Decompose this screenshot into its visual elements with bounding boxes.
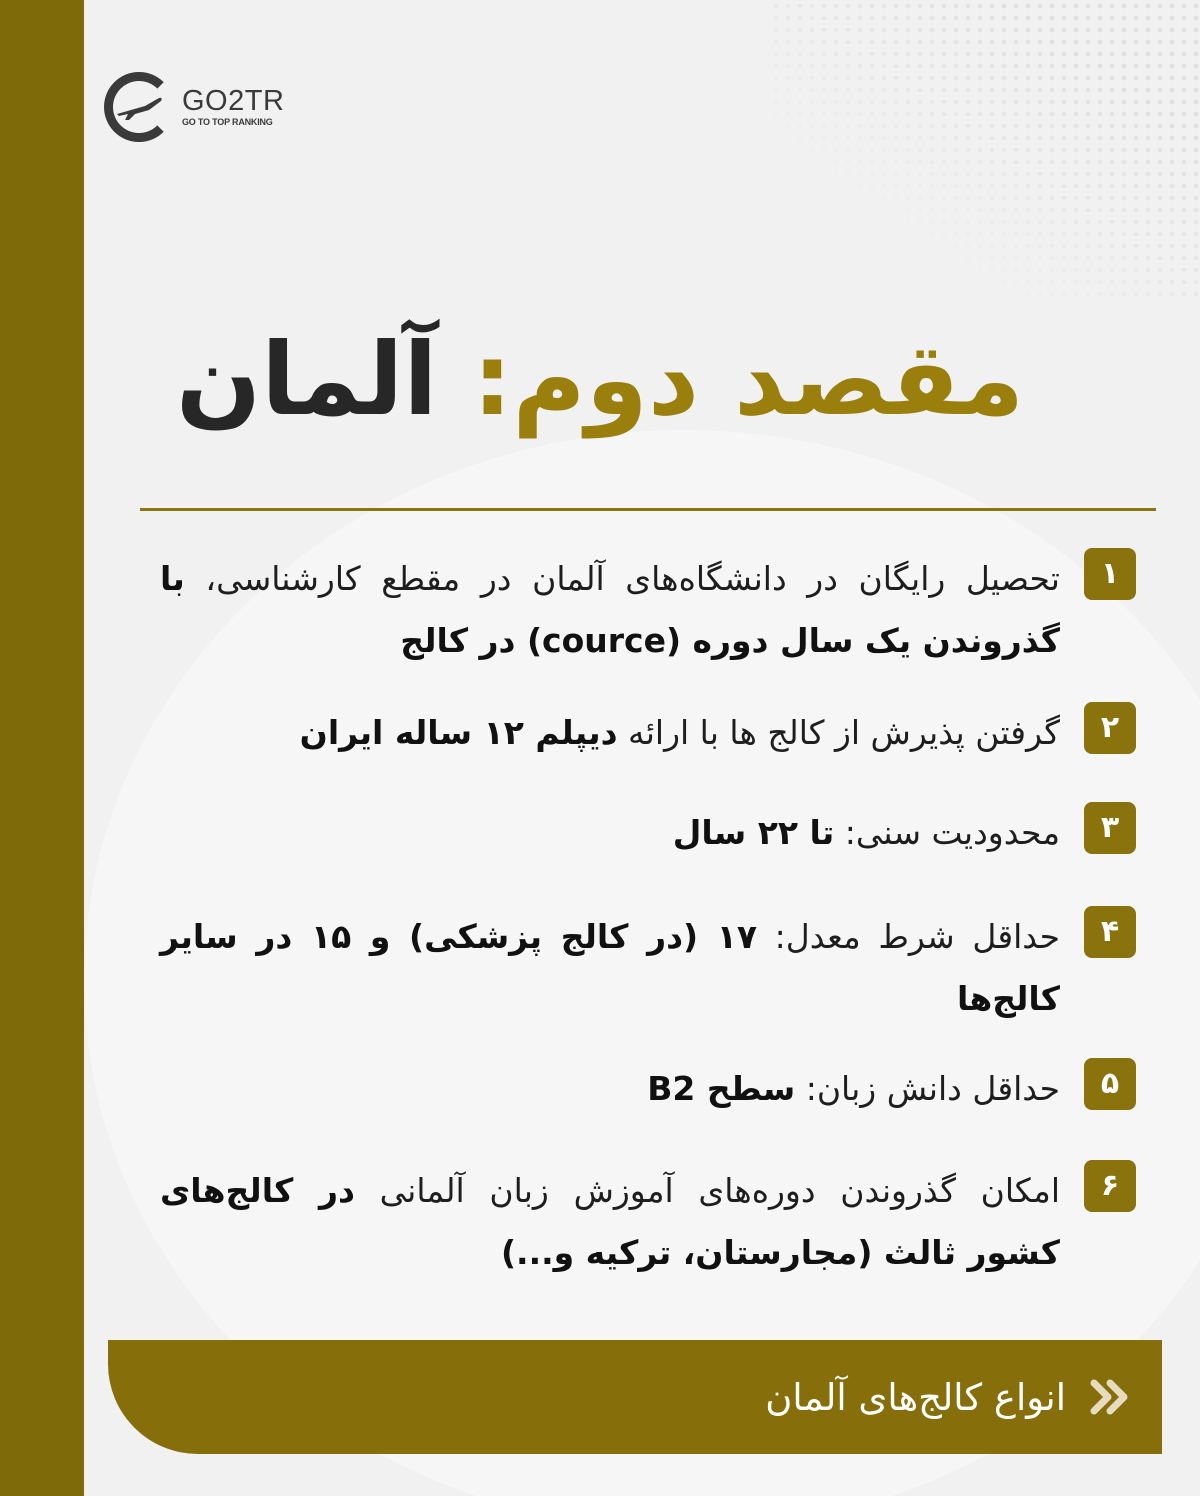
item-text (160, 548, 1060, 672)
item-text-plain: حداقل دانش زبان: (795, 1069, 1060, 1108)
list-item (160, 802, 1136, 864)
title-part2: آلمان (175, 321, 438, 438)
list-item (160, 1058, 1136, 1120)
item-number-badge: ۵ (1084, 1058, 1136, 1110)
brand-tagline: GO TO TOP RANKING (182, 117, 273, 127)
list-item (160, 906, 1136, 1030)
left-accent-bar (0, 0, 84, 1496)
footer-label: انواع کالج‌های آلمان (765, 1375, 1066, 1419)
title-divider (140, 508, 1156, 511)
item-text (160, 702, 1060, 764)
page-title (130, 300, 1070, 460)
german-colleges-link[interactable] (108, 1340, 1162, 1454)
double-chevron-right-icon (1080, 1377, 1136, 1417)
item-text-plain: امکان گذروندن دوره‌های آموزش زبان آلمانی (354, 1171, 1060, 1210)
airplane-logo-icon (104, 72, 174, 142)
item-text (160, 906, 1060, 1030)
item-number-badge: ۶ (1084, 1160, 1136, 1212)
dot-pattern-decoration (770, 0, 1200, 300)
item-text-bold: دیپلم ۱۲ ساله ایران (299, 713, 618, 752)
brand-text (182, 87, 284, 127)
item-text-plain: گرفتن پذیرش از کالج ها با ارائه (617, 713, 1060, 752)
brand-logo[interactable] (104, 70, 284, 144)
item-number-badge: ۴ (1084, 906, 1136, 958)
item-text-plain: محدودیت سنی: (834, 813, 1060, 852)
item-text (160, 1058, 1060, 1120)
item-text-plain: حداقل شرط معدل: (757, 917, 1060, 956)
list-item (160, 548, 1136, 672)
item-text-plain: تحصیل رایگان در دانشگاه‌های آلمان در مقطع کارشناسی، (184, 559, 1060, 598)
brand-name: GO2TR (182, 85, 285, 117)
title-part1: مقصد دوم: (472, 321, 1025, 438)
list-item (160, 702, 1136, 764)
item-text-bold: ۱۷ (در کالج پزشکی) و ۱۵ در سایر کالج‌ها (160, 917, 1060, 1018)
item-text-bold: سطح B2 (647, 1069, 796, 1108)
item-text (160, 802, 1060, 864)
item-text-bold: در کالج‌های کشور ثالث (مجارستان، ترکیه و...) (160, 1171, 1060, 1272)
item-number-badge: ۳ (1084, 802, 1136, 854)
item-text-bold: با گذروندن یک سال دوره (cource) در کالج (160, 559, 1060, 660)
item-number-badge: ۲ (1084, 702, 1136, 754)
item-text-bold: تا ۲۲ سال (672, 813, 835, 852)
list-item (160, 1160, 1136, 1284)
item-number-badge: ۱ (1084, 548, 1136, 600)
item-text (160, 1160, 1060, 1284)
